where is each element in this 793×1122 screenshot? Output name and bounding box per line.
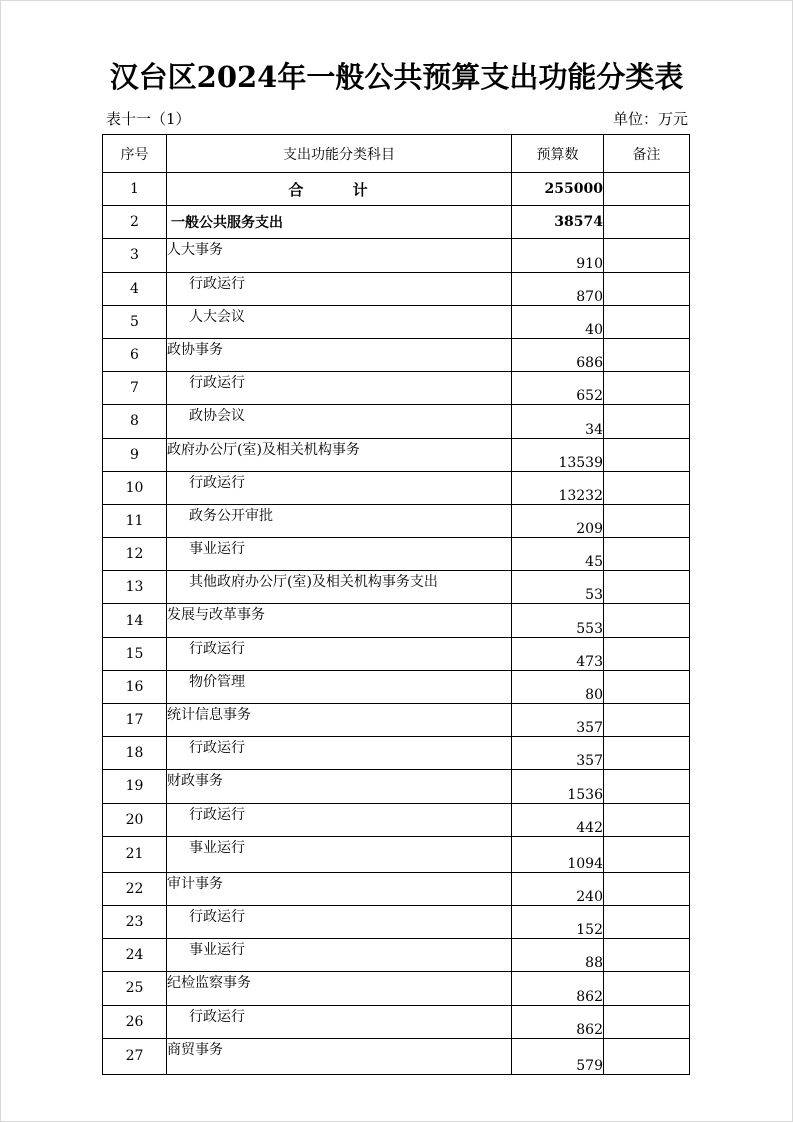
row-name: 政协事务 bbox=[167, 338, 512, 371]
row-note bbox=[604, 637, 690, 670]
header-amount: 预算数 bbox=[512, 135, 604, 173]
row-amount: 40 bbox=[512, 305, 604, 338]
row-note bbox=[604, 272, 690, 305]
row-seq: 11 bbox=[103, 504, 167, 537]
row-amount: 357 bbox=[512, 704, 604, 737]
row-amount: 152 bbox=[512, 905, 604, 938]
table-header-row bbox=[103, 135, 690, 173]
row-name: 行政运行 bbox=[167, 905, 512, 938]
table-row bbox=[103, 538, 690, 571]
row-amount: 53 bbox=[512, 571, 604, 604]
row-amount: 34 bbox=[512, 405, 604, 438]
row-amount: 910 bbox=[512, 239, 604, 272]
row-name: 政府办公厅(室)及相关机构事务 bbox=[167, 438, 512, 471]
table-row bbox=[103, 504, 690, 537]
row-seq: 23 bbox=[103, 905, 167, 938]
row-seq: 2 bbox=[103, 206, 167, 239]
row-amount: 1094 bbox=[512, 836, 604, 872]
row-note bbox=[604, 704, 690, 737]
table-row bbox=[103, 770, 690, 803]
row-name: 事业运行 bbox=[167, 836, 512, 872]
row-name: 一般公共服务支出 bbox=[167, 206, 512, 239]
header-seq: 序号 bbox=[103, 135, 167, 173]
table-row bbox=[103, 1038, 690, 1074]
row-seq: 25 bbox=[103, 972, 167, 1005]
row-amount: 862 bbox=[512, 1005, 604, 1038]
row-note bbox=[604, 770, 690, 803]
row-amount: 209 bbox=[512, 504, 604, 537]
row-amount: 862 bbox=[512, 972, 604, 1005]
row-note bbox=[604, 905, 690, 938]
table-row bbox=[103, 571, 690, 604]
row-note bbox=[604, 372, 690, 405]
row-name: 人大会议 bbox=[167, 305, 512, 338]
row-seq: 4 bbox=[103, 272, 167, 305]
row-name: 行政运行 bbox=[167, 471, 512, 504]
row-note bbox=[604, 1005, 690, 1038]
row-seq: 19 bbox=[103, 770, 167, 803]
row-note bbox=[604, 405, 690, 438]
row-name: 行政运行 bbox=[167, 1005, 512, 1038]
row-seq: 22 bbox=[103, 872, 167, 905]
row-amount: 88 bbox=[512, 939, 604, 972]
row-seq: 7 bbox=[103, 372, 167, 405]
row-amount: 45 bbox=[512, 538, 604, 571]
table-row bbox=[103, 1005, 690, 1038]
row-seq: 18 bbox=[103, 737, 167, 770]
row-amount: 80 bbox=[512, 670, 604, 703]
row-name: 统计信息事务 bbox=[167, 704, 512, 737]
page-title: 汉台区2024年一般公共预算支出功能分类表 bbox=[109, 60, 684, 94]
row-seq: 6 bbox=[103, 338, 167, 371]
row-name: 事业运行 bbox=[167, 939, 512, 972]
row-seq: 9 bbox=[103, 438, 167, 471]
row-seq: 20 bbox=[103, 803, 167, 836]
row-amount: 13232 bbox=[512, 471, 604, 504]
row-name: 行政运行 bbox=[167, 803, 512, 836]
row-note bbox=[604, 604, 690, 637]
row-note bbox=[604, 1038, 690, 1074]
row-amount: 240 bbox=[512, 872, 604, 905]
row-seq: 14 bbox=[103, 604, 167, 637]
row-amount: 255000 bbox=[512, 173, 604, 206]
row-note bbox=[604, 571, 690, 604]
row-name: 事业运行 bbox=[167, 538, 512, 571]
row-note bbox=[604, 206, 690, 239]
row-note bbox=[604, 836, 690, 872]
row-name: 政协会议 bbox=[167, 405, 512, 438]
row-note bbox=[604, 872, 690, 905]
row-amount: 652 bbox=[512, 372, 604, 405]
row-seq: 15 bbox=[103, 637, 167, 670]
table-row bbox=[103, 471, 690, 504]
row-name: 合 计 bbox=[167, 173, 512, 206]
table-row bbox=[103, 372, 690, 405]
table-row bbox=[103, 438, 690, 471]
row-note bbox=[604, 173, 690, 206]
table-row bbox=[103, 338, 690, 371]
row-amount: 473 bbox=[512, 637, 604, 670]
table-row bbox=[103, 239, 690, 272]
row-note bbox=[604, 939, 690, 972]
table-row bbox=[103, 173, 690, 206]
row-seq: 3 bbox=[103, 239, 167, 272]
row-seq: 1 bbox=[103, 173, 167, 206]
row-amount: 13539 bbox=[512, 438, 604, 471]
row-note bbox=[604, 305, 690, 338]
row-seq: 13 bbox=[103, 571, 167, 604]
row-name: 发展与改革事务 bbox=[167, 604, 512, 637]
row-seq: 24 bbox=[103, 939, 167, 972]
row-note bbox=[604, 471, 690, 504]
row-name: 纪检监察事务 bbox=[167, 972, 512, 1005]
row-note bbox=[604, 972, 690, 1005]
row-seq: 26 bbox=[103, 1005, 167, 1038]
row-amount: 579 bbox=[512, 1038, 604, 1074]
table-row bbox=[103, 972, 690, 1005]
table-row bbox=[103, 206, 690, 239]
row-name: 人大事务 bbox=[167, 239, 512, 272]
table-row bbox=[103, 737, 690, 770]
row-seq: 5 bbox=[103, 305, 167, 338]
row-amount: 357 bbox=[512, 737, 604, 770]
budget-table bbox=[102, 134, 690, 1075]
header-note: 备注 bbox=[604, 135, 690, 173]
row-seq: 27 bbox=[103, 1038, 167, 1074]
row-seq: 12 bbox=[103, 538, 167, 571]
table-row bbox=[103, 905, 690, 938]
table-row bbox=[103, 405, 690, 438]
unit-label: 单位：万元 bbox=[612, 110, 688, 128]
table-row bbox=[103, 836, 690, 872]
row-amount: 553 bbox=[512, 604, 604, 637]
row-amount: 38574 bbox=[512, 206, 604, 239]
row-name: 行政运行 bbox=[167, 272, 512, 305]
row-note bbox=[604, 803, 690, 836]
table-row bbox=[103, 305, 690, 338]
row-amount: 1536 bbox=[512, 770, 604, 803]
row-seq: 16 bbox=[103, 670, 167, 703]
table-row bbox=[103, 704, 690, 737]
row-name: 行政运行 bbox=[167, 737, 512, 770]
row-note bbox=[604, 538, 690, 571]
table-row bbox=[103, 939, 690, 972]
table-row bbox=[103, 872, 690, 905]
header-name: 支出功能分类科目 bbox=[167, 135, 512, 173]
row-name: 行政运行 bbox=[167, 637, 512, 670]
row-seq: 17 bbox=[103, 704, 167, 737]
row-name: 行政运行 bbox=[167, 372, 512, 405]
table-number: 表十一（1） bbox=[106, 110, 191, 128]
row-name: 政务公开审批 bbox=[167, 504, 512, 537]
row-name: 财政事务 bbox=[167, 770, 512, 803]
row-amount: 870 bbox=[512, 272, 604, 305]
row-seq: 10 bbox=[103, 471, 167, 504]
table-row bbox=[103, 637, 690, 670]
row-name: 审计事务 bbox=[167, 872, 512, 905]
row-amount: 442 bbox=[512, 803, 604, 836]
table-row bbox=[103, 670, 690, 703]
row-note bbox=[604, 504, 690, 537]
row-note bbox=[604, 239, 690, 272]
table-row bbox=[103, 272, 690, 305]
table-row bbox=[103, 604, 690, 637]
row-note bbox=[604, 338, 690, 371]
row-seq: 8 bbox=[103, 405, 167, 438]
row-note bbox=[604, 670, 690, 703]
row-note bbox=[604, 737, 690, 770]
row-name: 物价管理 bbox=[167, 670, 512, 703]
row-name: 其他政府办公厅(室)及相关机构事务支出 bbox=[167, 571, 512, 604]
row-amount: 686 bbox=[512, 338, 604, 371]
row-seq: 21 bbox=[103, 836, 167, 872]
table-row bbox=[103, 803, 690, 836]
row-name: 商贸事务 bbox=[167, 1038, 512, 1074]
row-note bbox=[604, 438, 690, 471]
